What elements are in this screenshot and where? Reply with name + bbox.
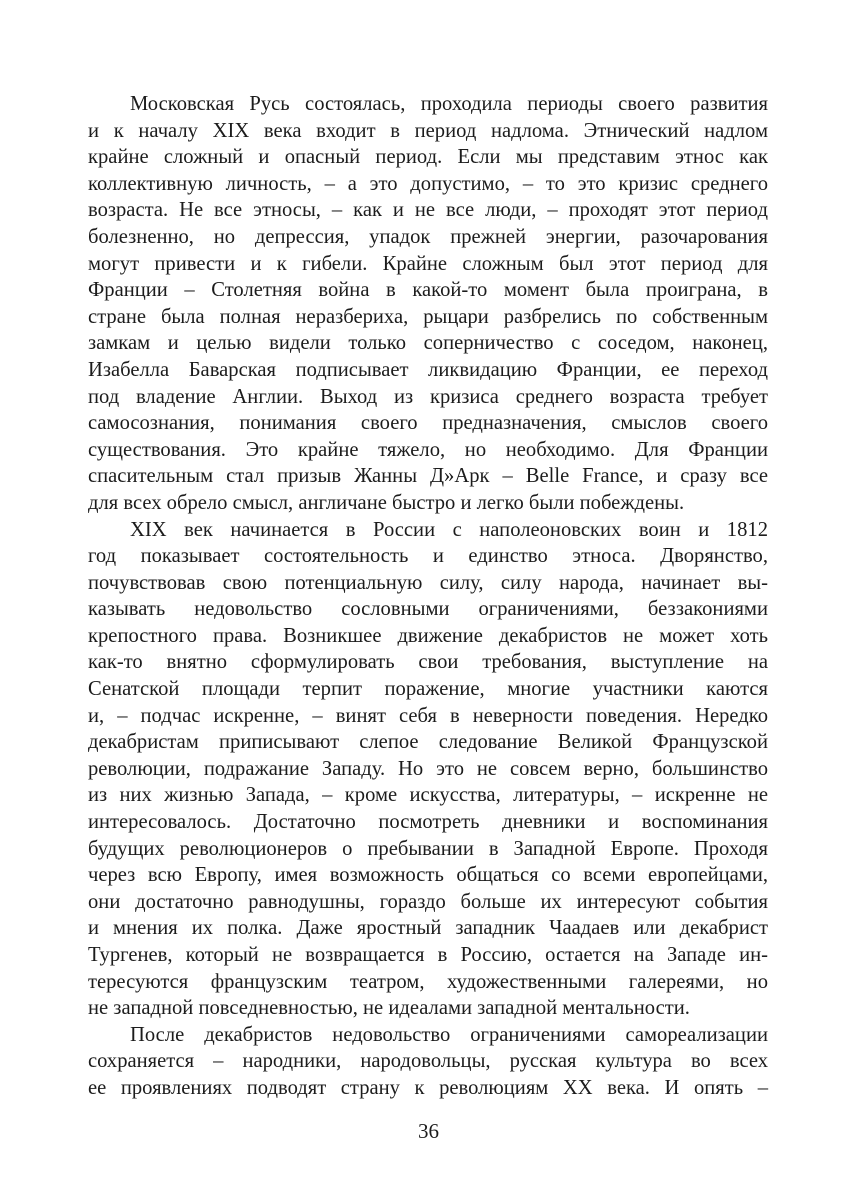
text-line: самосознания, понимания своего предназначения, смыслов своего [88, 412, 768, 435]
text-line: спасительным стал призыв Жанны Д»Арк – Belle France, и сразу все [88, 465, 768, 488]
text-line: После декабристов недовольство ограничениями самореализации [130, 1023, 768, 1046]
text-line: и к началу XIX века входит в период надлома. Этнический надлом [88, 119, 768, 142]
text-line: они достаточно равнодушны, гораздо больше их интересуют события [88, 890, 768, 913]
text-line: крайне сложный и опасный период. Если мы представим этнос как [88, 146, 768, 169]
text-line: революции, подражание Западу. Но это не совсем верно, большинство [88, 757, 768, 780]
text-line: для всех обрело смысл, англичане быстро и легко были побеждены. [88, 491, 685, 514]
text-line: почувствовав свою потенциальную силу, силу народа, начинает вы- [88, 571, 768, 594]
text-line: болезненно, но депрессия, упадок прежней энергии, разочарования [88, 225, 768, 248]
text-line: не западной повседневностью, не идеалами западной ментальности. [88, 997, 690, 1020]
text-line: декабристам приписывают слепое следование Великой Французской [88, 731, 768, 754]
text-line: сохраняется – народники, народовольцы, русская культура во всех [88, 1050, 768, 1073]
text-line: существования. Это крайне тяжело, но необходимо. Для Франции [88, 438, 768, 461]
text-line: возраста. Не все этносы, – как и не все люди, – проходят этот период [88, 199, 768, 222]
text-line: могут привести и к гибели. Крайне сложным был этот период для [88, 252, 768, 275]
text-line: ее проявлениях подводят страну к революциям XX века. И опять – [88, 1076, 768, 1099]
text-line: Московская Русь состоялась, проходила периоды своего развития [130, 93, 768, 115]
text-line: крепостного права. Возникшее движение декабристов не может хоть [88, 624, 768, 647]
text-line: коллективную личность, – а это допустимо, – то это кризис среднего [88, 172, 768, 195]
text-line: Франции – Столетняя война в какой-то момент была проиграна, в [88, 279, 768, 302]
text-line: и, – подчас искренне, – винят себя в неверности поведения. Нередко [88, 704, 768, 727]
text-line: Тургенев, который не возвращается в Россию, остается на Западе ин- [88, 944, 768, 966]
text-line: интересовалось. Достаточно посмотреть дневники и воспоминания [88, 811, 768, 834]
text-line: Сенатской площади терпит поражение, многие участники каются [88, 678, 768, 701]
text-line: Изабелла Баварская подписывает ликвидацию Франции, ее переход [88, 358, 768, 381]
text-line: как-то внятно сформулировать свои требования, выступление на [88, 651, 768, 674]
text-line: XIX век начинается в России с наполеоновских воин и 1812 [130, 518, 768, 541]
text-line: тересуются французским театром, художественными галереями, но [88, 970, 768, 993]
text-line: и мнения их полка. Даже яростный западник Чаадаев или декабрист [88, 917, 768, 940]
body-text [88, 91, 768, 1102]
text-line: казывать недовольство сословными ограничениями, беззакониями [88, 598, 768, 621]
text-line: год показывает состоятельность и единство этноса. Дворянство, [88, 545, 768, 568]
page-number: 36 [418, 1119, 439, 1143]
text-line: через всю Европу, имея возможность общаться со всеми европейцами, [88, 864, 768, 887]
text-line: под владение Англии. Выход из кризиса среднего возраста требует [88, 385, 768, 408]
text-line: замкам и целью видели только соперничество с соседом, наконец, [88, 332, 768, 355]
text-line: стране была полная неразбериха, рыцари разбрелись по собственным [88, 305, 768, 328]
text-line: из них жизнью Запада, – кроме искусства, литературы, – искренне не [88, 784, 768, 807]
text-line: будущих революционеров о пребывании в Западной Европе. Проходя [88, 837, 768, 860]
